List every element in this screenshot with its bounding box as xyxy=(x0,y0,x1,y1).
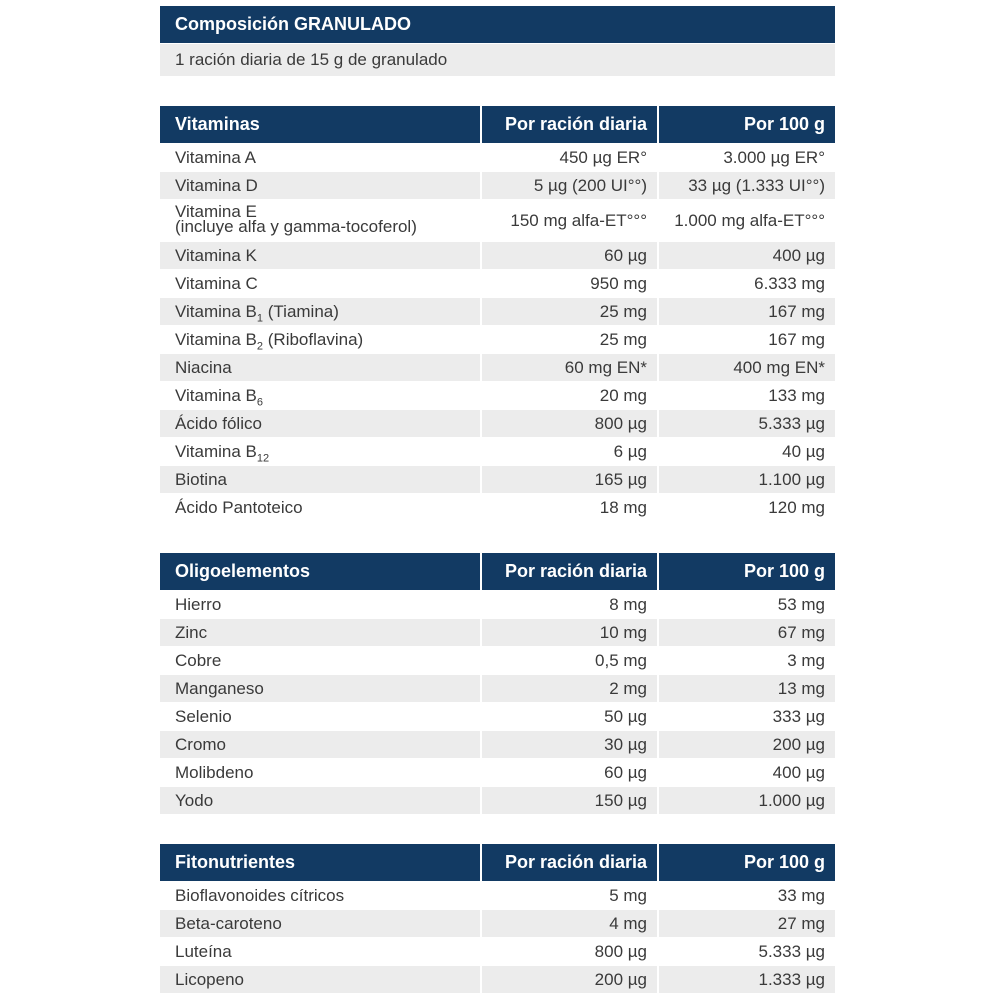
value-per-100g: 200 µg xyxy=(659,731,835,758)
table-row xyxy=(160,591,835,618)
value-per-100g: 400 mg EN* xyxy=(659,354,835,381)
nutrient-label: Beta-caroteno xyxy=(175,914,282,933)
section-header xyxy=(160,553,835,590)
table-row xyxy=(160,910,835,937)
composition-title: Composición GRANULADO xyxy=(160,6,835,43)
nutrient-label: Luteína xyxy=(175,942,232,961)
nutrient-name xyxy=(160,966,480,993)
table-row xyxy=(160,966,835,993)
nutrient-label: Vitamina D xyxy=(175,176,258,195)
nutrient-label: Selenio xyxy=(175,707,232,726)
table-row xyxy=(160,438,835,465)
table-row xyxy=(160,242,835,269)
nutrient-label: Vitamina C xyxy=(175,274,258,293)
nutrient-name xyxy=(160,591,480,618)
column-header-per-serving: Por ración diaria xyxy=(482,553,657,590)
table-row xyxy=(160,938,835,965)
value-per-100g: 1.100 µg xyxy=(659,466,835,493)
section-vitaminas xyxy=(160,106,835,521)
table-row xyxy=(160,200,835,241)
nutrient-name xyxy=(160,787,480,814)
table-row xyxy=(160,270,835,297)
value-per-serving: 800 µg xyxy=(482,410,657,437)
value-per-100g: 1.000 mg alfa-ET°°° xyxy=(674,211,825,230)
value-per-100g: 13 mg xyxy=(659,675,835,702)
value-per-100g: 3.000 µg ER° xyxy=(723,148,825,167)
nutrient-name xyxy=(160,759,480,786)
nutrient-label: Licopeno xyxy=(175,970,245,989)
nutrient-subscript: 12 xyxy=(256,452,270,465)
value-per-serving: 150 µg xyxy=(482,787,657,814)
nutrient-label: Vitamina B xyxy=(175,302,257,321)
section-title: Fitonutrientes xyxy=(160,844,480,881)
nutrient-label: Vitamina B xyxy=(175,386,257,405)
nutrient-name xyxy=(160,354,480,381)
composition-table xyxy=(160,6,835,76)
value-per-serving: 165 µg xyxy=(482,466,657,493)
value-per-serving: 8 mg xyxy=(609,595,647,614)
column-header-per-serving: Por ración diaria xyxy=(482,844,657,881)
table-row xyxy=(160,787,835,814)
table-row xyxy=(160,354,835,381)
nutrient-name xyxy=(160,619,480,646)
nutrient-label-note: (incluye alfa y gamma-tocoferol) xyxy=(175,217,417,236)
value-per-serving: 450 µg ER° xyxy=(559,148,647,167)
nutrient-name xyxy=(160,703,480,730)
nutrient-label: Cobre xyxy=(175,651,222,670)
value-per-100g: 33 mg xyxy=(777,886,825,905)
section-fitonutrientes xyxy=(160,844,835,993)
column-header-per-100g: Por 100 g xyxy=(659,844,835,881)
value-per-serving: 18 mg xyxy=(599,498,647,517)
table-row xyxy=(160,466,835,493)
nutrient-label: Vitamina E xyxy=(175,202,257,221)
nutrient-label: Vitamina B xyxy=(175,442,257,461)
value-per-100g: 3 mg xyxy=(787,651,825,670)
table-row xyxy=(160,675,835,702)
nutrient-label: Manganeso xyxy=(175,679,264,698)
value-per-100g: 400 µg xyxy=(772,763,825,782)
nutrient-name xyxy=(160,270,480,297)
table-row xyxy=(160,172,835,199)
value-per-100g: 53 mg xyxy=(777,595,825,614)
nutrient-subscript: 6 xyxy=(256,396,264,409)
nutrient-label: Ácido fólico xyxy=(175,414,262,433)
nutrient-name xyxy=(160,144,480,171)
value-per-serving: 5 mg xyxy=(609,886,647,905)
nutrient-name xyxy=(160,200,480,241)
section-header xyxy=(160,844,835,881)
value-per-100g: 1.000 µg xyxy=(659,787,835,814)
nutrient-label: Vitamina K xyxy=(175,246,257,265)
table-row xyxy=(160,703,835,730)
table-row xyxy=(160,382,835,409)
table-row xyxy=(160,298,835,325)
value-per-100g: 40 µg xyxy=(782,442,825,461)
nutrient-label: Hierro xyxy=(175,595,222,614)
nutrient-label: Vitamina B xyxy=(175,330,257,349)
value-per-100g: 5.333 µg xyxy=(758,942,825,961)
nutrient-name xyxy=(160,410,480,437)
table-row xyxy=(160,410,835,437)
value-per-100g: 400 µg xyxy=(659,242,835,269)
nutrient-label: Biotina xyxy=(175,470,227,489)
value-per-serving: 4 mg xyxy=(482,910,657,937)
nutrient-name xyxy=(160,494,480,521)
nutrient-name xyxy=(160,326,480,353)
section-title: Vitaminas xyxy=(160,106,480,143)
value-per-serving: 25 mg xyxy=(599,330,647,349)
nutrient-name xyxy=(160,910,480,937)
value-per-serving: 150 mg alfa-ET°°° xyxy=(510,211,647,230)
nutrient-name xyxy=(160,466,480,493)
nutrient-label: Bioflavonoides cítricos xyxy=(175,886,345,905)
serving-note: 1 ración diaria de 15 g de granulado xyxy=(160,44,835,76)
value-per-serving: 2 mg xyxy=(482,675,657,702)
value-per-serving: 60 µg xyxy=(604,763,647,782)
nutrient-name xyxy=(160,172,480,199)
nutrient-name xyxy=(160,675,480,702)
table-row xyxy=(160,326,835,353)
value-per-serving: 6 µg xyxy=(613,442,647,461)
nutrient-name xyxy=(160,242,480,269)
value-per-100g: 5.333 µg xyxy=(659,410,835,437)
value-per-100g: 1.333 µg xyxy=(659,966,835,993)
nutrient-subscript: 2 xyxy=(256,340,264,353)
nutrient-label: Niacina xyxy=(175,358,232,377)
value-per-serving: 60 mg EN* xyxy=(482,354,657,381)
value-per-serving: 0,5 mg xyxy=(595,651,647,670)
column-header-per-serving: Por ración diaria xyxy=(482,106,657,143)
value-per-serving: 200 µg xyxy=(482,966,657,993)
table-row xyxy=(160,647,835,674)
table-row xyxy=(160,882,835,909)
value-per-serving: 800 µg xyxy=(594,942,647,961)
nutrient-name xyxy=(160,938,480,965)
value-per-100g: 120 mg xyxy=(768,498,825,517)
value-per-serving: 25 mg xyxy=(482,298,657,325)
nutrient-label: Zinc xyxy=(175,623,208,642)
column-header-per-100g: Por 100 g xyxy=(659,553,835,590)
table-row xyxy=(160,619,835,646)
nutrient-name xyxy=(160,882,480,909)
table-row xyxy=(160,494,835,521)
value-per-100g: 133 mg xyxy=(768,386,825,405)
value-per-100g: 167 mg xyxy=(659,298,835,325)
value-per-100g: 67 mg xyxy=(659,619,835,646)
nutrient-label-suffix: (Riboflavina) xyxy=(263,330,364,349)
value-per-100g: 6.333 mg xyxy=(754,274,825,293)
value-per-serving: 10 mg xyxy=(482,619,657,646)
value-per-100g: 27 mg xyxy=(659,910,835,937)
section-title: Oligoelementos xyxy=(160,553,480,590)
table-row xyxy=(160,759,835,786)
section-oligoelementos xyxy=(160,553,835,814)
column-header-per-100g: Por 100 g xyxy=(659,106,835,143)
value-per-serving: 20 mg xyxy=(599,386,647,405)
value-per-100g: 33 µg (1.333 UI°°) xyxy=(659,172,835,199)
nutrient-label: Vitamina A xyxy=(175,148,256,167)
value-per-100g: 333 µg xyxy=(772,707,825,726)
value-per-serving: 5 µg (200 UI°°) xyxy=(482,172,657,199)
nutrient-name xyxy=(160,438,480,465)
nutrient-name xyxy=(160,647,480,674)
nutrient-label: Molibdeno xyxy=(175,763,254,782)
value-per-serving: 950 mg xyxy=(590,274,647,293)
table-row xyxy=(160,144,835,171)
nutrient-name xyxy=(160,382,480,409)
value-per-serving: 60 µg xyxy=(482,242,657,269)
table-row xyxy=(160,731,835,758)
nutrient-label: Cromo xyxy=(175,735,227,754)
value-per-100g: 167 mg xyxy=(768,330,825,349)
nutrient-label: Ácido Pantoteico xyxy=(175,498,303,517)
nutrient-label: Yodo xyxy=(175,791,214,810)
nutrient-subscript: 1 xyxy=(256,312,264,325)
section-header xyxy=(160,106,835,143)
nutrient-label-suffix: (Tiamina) xyxy=(263,302,339,321)
value-per-serving: 50 µg xyxy=(604,707,647,726)
value-per-serving: 30 µg xyxy=(482,731,657,758)
nutrient-name xyxy=(160,298,480,325)
nutrient-name xyxy=(160,731,480,758)
